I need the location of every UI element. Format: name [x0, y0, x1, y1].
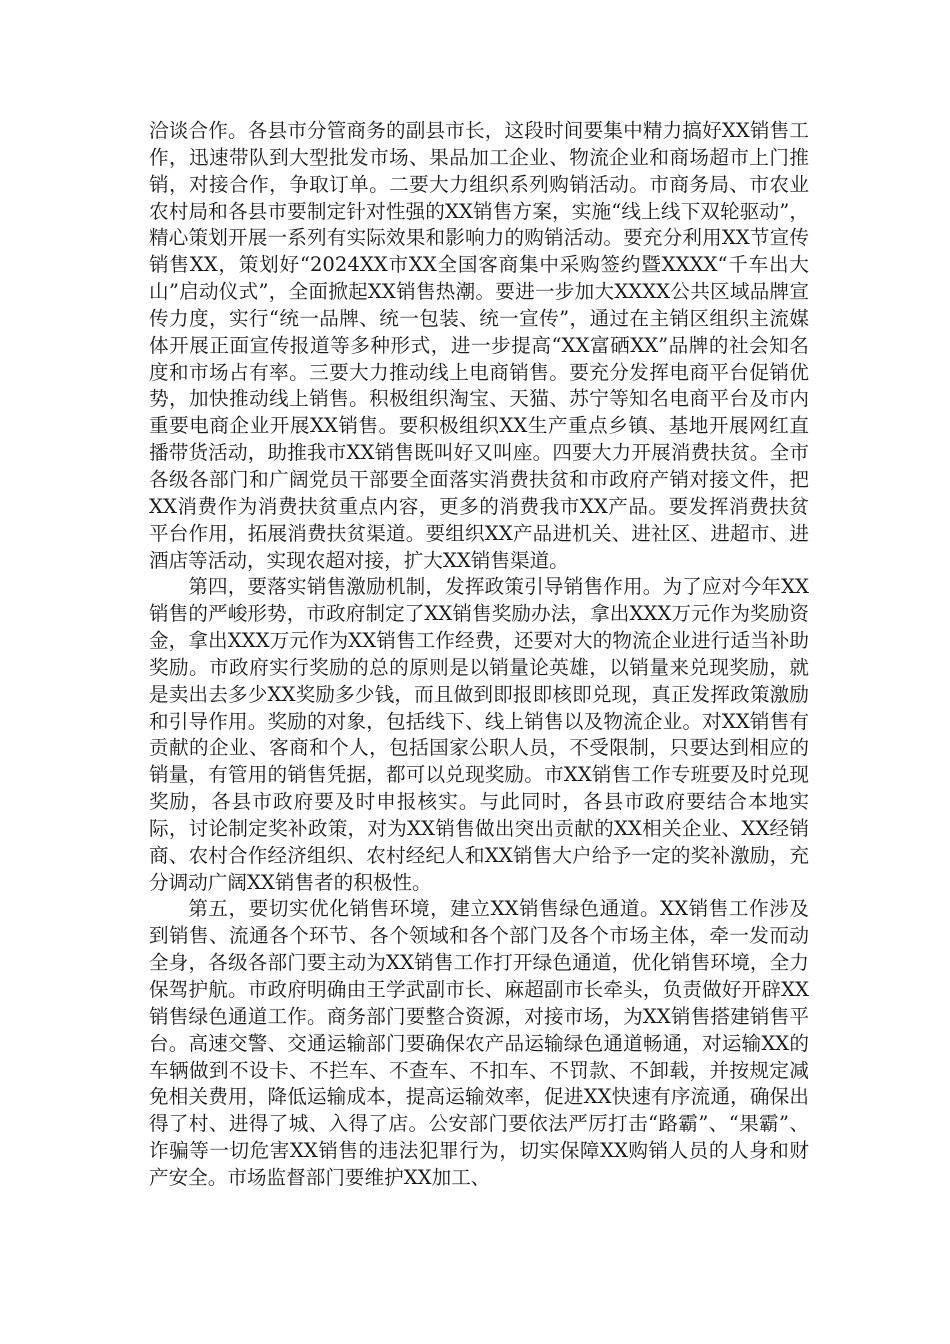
paragraph-1: 洽谈合作。各县市分管商务的副县市长，这段时间要集中精力搞好XX销售工作，迅速带队到大型批发市场、果品加工企业、物流企业和商场超市上门推销，对接合作，争取订单。二要大力组织系列购销活动。市商务局、市农业农村局和各县市要制定针对性强的XX销售方案，实施“线上线下双轮驱动”，精心策划开展一系列有实际效果和影响力的购销活动。要充分利用XX节宣传销售XX，策划好“2024XX市XX全国客商集中采购签约暨XXXX“千车出大山”启动仪式”，全面掀起XX销售热潮。要进一步加大XXXX公共区域品牌宣传力度，实行“统一品牌、统一包装、统一宣传”，通过在主销区组织主流媒体开展正面宣传报道等多种形式，进一步提高“XX富硒XX”品牌的社会知名度和市场占有率。三要大力推动线上电商销售。要充分发挥电商平台促销优势，加快推动线上销售。积极组织淘宝、天猫、苏宁等知名电商平台及市内重要电商企业开展XX销售。要积极组织XX生产重点乡镇、基地开展网红直播带货活动，助推我市XX销售既叫好又叫座。四要大力开展消费扶贫。全市各级各部门和广阔党员干部要全面落实消费扶贫和市政府产销对接文件，把XX消费作为消费扶贫重点内容，更多的消费我市XX产品。要发挥消费扶贫平台作用，拓展消费扶贫渠道。要组织XX产品进机关、进社区、进超市、进酒店等活动，实现农超对接，扩大XX销售渠道。	[149, 119, 809, 572]
document-body	[149, 118, 809, 1192]
paragraph-2: 第四，要落实销售激励机制，发挥政策引导销售作用。为了应对今年XX销售的严峻形势，市政府制定了XX销售奖励办法，拿出XXX万元作为奖励资金，拿出XXX万元作为XX销售工作经费，还要对大的物流企业进行适当补助奖励。市政府实行奖励的总的原则是以销量论英雄，以销量来兑现奖励，就是卖出去多少XX奖励多少钱，而且做到即报即核即兑现，真正发挥政策激励和引导作用。奖励的对象，包括线下、线上销售以及物流企业。对XX销售有贡献的企业、客商和个人，包括国家公职人员，不受限制，只要达到相应的销量，有管用的销售凭据，都可以兑现奖励。市XX销售工作专班要及时兑现奖励，各县市政府要及时申报核实。与此同时，各县市政府要结合本地实际，讨论制定奖补政策，对为XX销售做出突出贡献的XX相关企业、XX经销商、农村合作经济组织、农村经纪人和XX销售大户给予一定的奖补激励，充分调动广阔XX销售者的积极性。	[149, 575, 809, 894]
paragraph-3: 第五，要切实优化销售环境，建立XX销售绿色通道。XX销售工作涉及到销售、流通各个环节、各个领域和各个部门及各个市场主体，牵一发而动全身，各级各部门要主动为XX销售工作打开绿色通道，优化销售环境，全力保驾护航。市政府明确由王学武副市长、麻超副市长牵头，负责做好开辟XX销售绿色通道工作。商务部门要整合资源，对接市场，为XX销售搭建销售平台。高速交警、交通运输部门要确保农产品运输绿色通道畅通，对运输XX的车辆做到不设卡、不拦车、不查车、不扣车、不罚款、不卸载，并按规定减免相关费用，降低运输成本，提高运输效率，促进XX快速有序流通，确保出得了村、进得了城、入得了店。公安部门要依法严厉打击“路霸”、“果霸”、诈骗等一切危害XX销售的违法犯罪行为，切实保障XX购销人员的人身和财产安全。市场监督部门要维护XX加工、	[149, 897, 809, 1189]
